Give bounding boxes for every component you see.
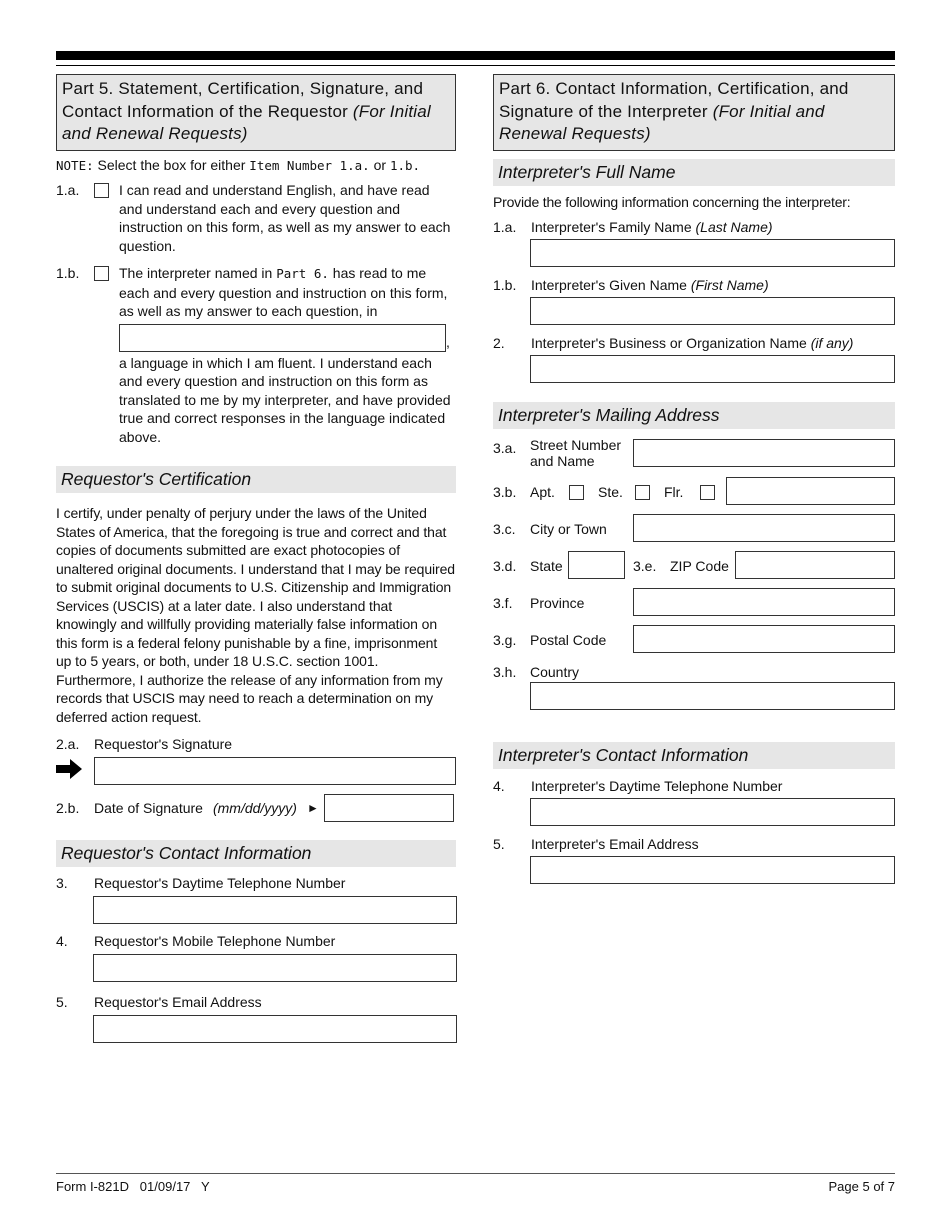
checkbox-1a[interactable]: [94, 183, 109, 198]
flr-checkbox[interactable]: [700, 485, 715, 500]
part5-title: Part 5. Statement, Certification, Signature, and Contact Information of the Requestor: [62, 79, 424, 121]
street-input[interactable]: [633, 439, 895, 467]
signature-label: Requestor's Signature: [94, 736, 233, 752]
part6-title: Part 6. Contact Information, Certification, and Signature of the Interpreter: [499, 79, 849, 121]
city-number: 3.c.: [493, 521, 516, 537]
street-number: 3.a.: [493, 440, 517, 456]
arrow-right-icon: [56, 759, 94, 784]
date-number: 2.b.: [56, 800, 80, 816]
signature-block: [56, 735, 456, 822]
state-number: 3.d.: [493, 558, 517, 574]
interpreter-email: [493, 835, 895, 884]
signature-field-row: [56, 757, 456, 785]
zip-input[interactable]: [735, 551, 895, 579]
given-name-number: 1.b.: [493, 277, 517, 293]
requestor-phone: [56, 874, 456, 924]
family-name-label: Interpreter's Family Name: [531, 219, 692, 235]
date-row: [56, 794, 456, 822]
requestor-phone-label: Requestor's Daytime Telephone Number: [94, 875, 346, 891]
organization-label: Interpreter's Business or Organization Name: [531, 335, 807, 351]
certification-text: I certify, under penalty of perjury under the laws of the United States of America, that the foregoing is true and correct and that copies of documents submitted are exact photocopies of unaltered original documents. I understand that I may be required to submit original documents to U.S. Citizenship and Immigration Services (USCIS) at a later date. I also understand that knowingly and willfully providing materially false information on this form is a federal felony punishable by a fine, imprisonment up to 5 years, or both, under 18 U.S.C. section 1001. Furthermore, I authorize the release of any information from my records that USCIS may need to reach a determination on my deferred action request.: [56, 505, 455, 725]
requestor-email-input[interactable]: [93, 1015, 457, 1043]
language-comma: ,: [446, 334, 450, 350]
date-format-hint: (mm/dd/yyyy): [212, 800, 297, 816]
date-label: Date of Signature: [94, 800, 203, 816]
apt-checkbox[interactable]: [569, 485, 584, 500]
requestor-email-label: Requestor's Email Address: [94, 994, 262, 1010]
organization-number: 2.: [493, 335, 505, 351]
item-1b-text-c: a language in which I am fluent. I understand each and every question and instruction on this form as translated to me by my interpreter, and have provided true and correct responses in the language indicated above.: [119, 354, 451, 445]
part5-title-box: [56, 74, 456, 151]
item-1b-text-a: The interpreter named in: [119, 265, 273, 281]
part5-column: [56, 74, 456, 1043]
ste-label: Ste.: [598, 484, 623, 500]
family-name-hint: (Last Name): [695, 219, 773, 235]
family-name-input[interactable]: [530, 239, 895, 267]
street-label: Street Number and Name: [530, 437, 622, 469]
apt-ste-flr-input[interactable]: [726, 477, 895, 505]
note-label: NOTE:: [56, 158, 94, 173]
given-name-hint: (First Name): [690, 277, 769, 293]
requestor-email: [56, 993, 456, 1043]
interpreter-given-name: [493, 276, 895, 325]
organization-hint: (if any): [810, 335, 854, 351]
header-rule-thin: [56, 65, 895, 66]
postal-number: 3.g.: [493, 632, 517, 648]
interpreter-email-input[interactable]: [530, 856, 895, 884]
interpreter-name-intro: Provide the following information concerning the interpreter:: [493, 194, 851, 210]
page-number: Page 5 of 7: [828, 1179, 895, 1194]
interpreter-family-name: [493, 218, 895, 267]
requestor-certification-heading: Requestor's Certification: [56, 466, 456, 493]
mailing-address-block: [493, 429, 895, 719]
item-1a-number: 1.a.: [56, 182, 80, 198]
requestor-email-number: 5.: [56, 994, 68, 1010]
province-label: Province: [530, 595, 585, 611]
interpreter-mailing-heading: Interpreter's Mailing Address: [493, 402, 895, 429]
apt-label: Apt.: [530, 484, 555, 500]
requestor-mobile-number: 4.: [56, 933, 68, 949]
ste-checkbox[interactable]: [635, 485, 650, 500]
part5-note: [56, 157, 456, 173]
date-input[interactable]: [324, 794, 454, 822]
interpreter-phone: [493, 777, 895, 826]
interpreter-phone-input[interactable]: [530, 798, 895, 826]
requestor-contact-heading: Requestor's Contact Information: [56, 840, 456, 867]
interpreter-contact-heading: Interpreter's Contact Information: [493, 742, 895, 769]
interpreter-email-label: Interpreter's Email Address: [531, 836, 699, 852]
item-1a-text: I can read and understand English, and have read and understand each and every question and instruction on this form, as well as my answer to each question.: [119, 182, 451, 254]
state-select[interactable]: [568, 551, 625, 579]
item-1b-number: 1.b.: [56, 265, 80, 281]
language-input[interactable]: [119, 324, 446, 352]
state-label: State: [530, 558, 563, 574]
country-input[interactable]: [530, 682, 895, 710]
city-label: City or Town: [530, 521, 607, 537]
province-input[interactable]: [633, 588, 895, 616]
item-1b-body: [119, 264, 456, 446]
requestor-mobile-input[interactable]: [93, 954, 457, 982]
given-name-input[interactable]: [530, 297, 895, 325]
postal-label: Postal Code: [530, 632, 607, 648]
item-1b: [56, 264, 456, 446]
postal-input[interactable]: [633, 625, 895, 653]
interpreter-organization: [493, 334, 895, 383]
flr-label: Flr.: [664, 484, 684, 500]
note-item: Item Number 1.a.: [249, 158, 370, 173]
family-name-number: 1.a.: [493, 219, 517, 235]
item-1b-part-ref: Part 6.: [276, 266, 329, 281]
province-number: 3.f.: [493, 595, 513, 611]
given-name-label: Interpreter's Given Name: [531, 277, 687, 293]
signature-label-row: [56, 735, 456, 753]
apt-number: 3.b.: [493, 484, 517, 500]
zip-label: ZIP Code: [670, 558, 729, 574]
requestor-mobile-label: Requestor's Mobile Telephone Number: [94, 933, 336, 949]
part5-title-qualifier: (For Initial and Renewal Requests): [62, 101, 431, 143]
note-item2: 1.b.: [389, 158, 421, 173]
requestor-phone-input[interactable]: [93, 896, 457, 924]
country-number: 3.h.: [493, 664, 517, 680]
interpreter-phone-label: Interpreter's Daytime Telephone Number: [531, 778, 783, 794]
item-1b-text-b: has read to me each and every question and instruction on this form, as well as my answer to each question, in: [119, 265, 448, 319]
city-input[interactable]: [633, 514, 895, 542]
requestor-mobile: [56, 932, 456, 982]
interpreter-email-number: 5.: [493, 836, 505, 852]
interpreter-phone-number: 4.: [493, 778, 505, 794]
note-or: or: [373, 157, 387, 173]
requestor-phone-number: 3.: [56, 875, 68, 891]
signature-number: 2.a.: [56, 736, 80, 752]
zip-number: 3.e.: [633, 558, 657, 574]
part6-column: [493, 74, 895, 884]
part6-title-qualifier: (For Initial and Renewal Requests): [499, 101, 825, 143]
item-1a: [56, 181, 456, 255]
form-id: Form I-821D 01/09/17 Y: [56, 1179, 210, 1194]
header-rule-thick: [56, 51, 895, 60]
date-marker-icon: ►: [306, 801, 319, 815]
language-field-row: [119, 324, 456, 352]
note-text: Select the box for either: [97, 157, 246, 173]
country-label: Country: [530, 664, 580, 680]
signature-input[interactable]: [94, 757, 456, 785]
part6-title-box: [493, 74, 895, 151]
interpreter-name-heading: Interpreter's Full Name: [493, 159, 895, 186]
organization-input[interactable]: [530, 355, 895, 383]
checkbox-1b[interactable]: [94, 266, 109, 281]
footer-rule: [56, 1173, 895, 1174]
